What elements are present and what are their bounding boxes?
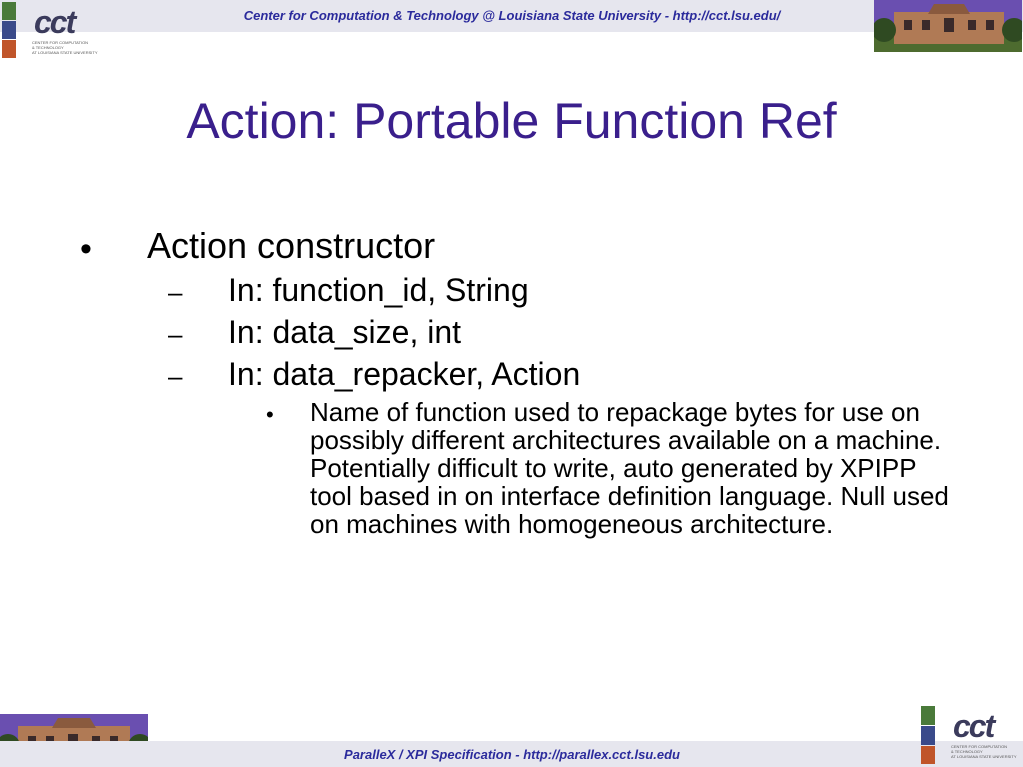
logo-subtitle-1: CENTER FOR COMPUTATION <box>32 40 89 45</box>
logo-subtitle-2: & TECHNOLOGY <box>32 45 64 50</box>
logo-subtitle-2: & TECHNOLOGY <box>951 749 983 754</box>
sub-list-item: In: function_id, String <box>228 272 529 308</box>
bullet-marker: • <box>80 230 92 268</box>
building-photo-top <box>874 0 1022 52</box>
sub-list-item: In: data_repacker, Action <box>228 356 581 392</box>
logo-subtitle-3: AT LOUISIANA STATE UNIVERSITY <box>951 754 1017 759</box>
dash-marker: – <box>168 361 183 391</box>
dash-marker: – <box>168 277 183 307</box>
cct-logo-bottom <box>921 706 1021 764</box>
cct-logo-top <box>2 2 102 58</box>
list-item: Action constructor <box>147 225 436 266</box>
logo-square-blue <box>2 21 16 39</box>
detail-text: Name of function used to repackage bytes for use on possibly different architectures available on a machine. Potentially difficult to write, auto generated by XPIPP tool based in on interface definition language. Null used on machines with homogeneous architecture. <box>310 397 949 539</box>
logo-letters: cct <box>953 708 994 744</box>
logo-square-orange <box>921 746 935 764</box>
bullet-marker: • <box>266 402 274 427</box>
sub-list-item: In: data_size, int <box>228 314 462 350</box>
logo-square-green <box>921 706 935 725</box>
logo-square-blue <box>921 726 935 745</box>
slide-title: Action: Portable Function Ref <box>186 93 837 149</box>
building-image <box>874 0 1022 52</box>
logo-letters: cct <box>34 4 75 40</box>
logo-square-green <box>2 2 16 20</box>
footer-link[interactable]: ParalleX / XPI Specification - http://parallex.cct.lsu.edu <box>344 747 680 762</box>
logo-subtitle-3: AT LOUISIANA STATE UNIVERSITY <box>32 50 98 55</box>
dash-marker: – <box>168 319 183 349</box>
logo-subtitle-1: CENTER FOR COMPUTATION <box>951 744 1008 749</box>
header-link[interactable]: Center for Computation & Technology @ Louisiana State University - http://cct.lsu.edu/ <box>243 8 781 23</box>
logo-square-orange <box>2 40 16 58</box>
